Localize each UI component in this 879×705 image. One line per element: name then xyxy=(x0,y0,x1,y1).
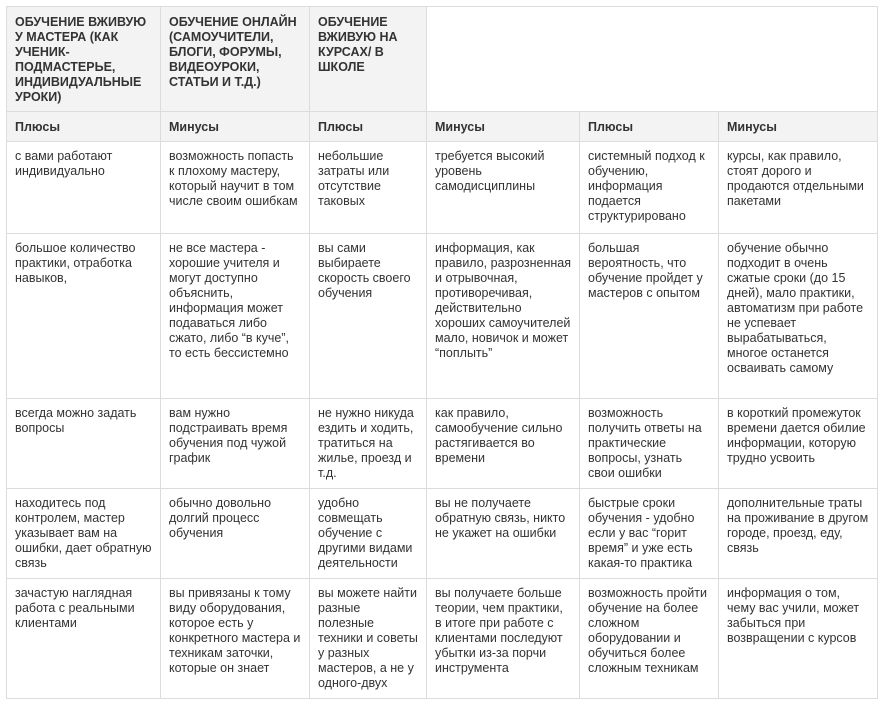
table-row xyxy=(7,142,878,234)
table-cell: дополнительные траты на проживание в другом городе, проезд, еду, связь xyxy=(719,489,878,579)
table-cell: большая вероятность, что обучение пройдет у мастеров с опытом xyxy=(580,234,719,399)
table-cell: вам нужно подстраивать время обучения под чужой график xyxy=(161,399,310,489)
table-cell: информация о том, чему вас учили, может забыться при возвращении с курсов xyxy=(719,579,878,699)
table-cell: находитесь под контролем, мастер указывает вам на ошибки, дает обратную связь xyxy=(7,489,161,579)
column-header-cons: Минусы xyxy=(427,112,580,142)
table-cell: в короткий промежуток времени дается обилие информации, которую трудно усвоить xyxy=(719,399,878,489)
table-cell: возможность пройти обучение на более сложном оборудовании и обучиться более сложным техникам xyxy=(580,579,719,699)
table-cell: вы не получаете обратную связь, никто не укажет на ошибки xyxy=(427,489,580,579)
table-cell: всегда можно задать вопросы xyxy=(7,399,161,489)
table-cell: небольшие затраты или отсутствие таковых xyxy=(310,142,427,234)
group-header-empty xyxy=(427,7,878,112)
table-cell: зачастую наглядная работа с реальными клиентами xyxy=(7,579,161,699)
table-row xyxy=(7,399,878,489)
comparison-table-container xyxy=(6,6,877,699)
table-cell: системный подход к обучению, информация подается структурировано xyxy=(580,142,719,234)
table-cell: требуется высокий уровень самодисциплины xyxy=(427,142,580,234)
column-header-pros: Плюсы xyxy=(310,112,427,142)
table-cell: не нужно никуда ездить и ходить, тратиться на жилье, проезд и т.д. xyxy=(310,399,427,489)
table-cell: с вами работают индивидуально xyxy=(7,142,161,234)
column-header-cons: Минусы xyxy=(719,112,878,142)
table-cell: обычно довольно долгий процесс обучения xyxy=(161,489,310,579)
table-cell: вы можете найти разные полезные техники и советы у разных мастеров, а не у одного-двух xyxy=(310,579,427,699)
table-cell: курсы, как правило, стоят дорого и продаются отдельными пакетами xyxy=(719,142,878,234)
table-cell: информация, как правило, разрозненная и отрывочная, противоречивая, действительно хороших самоучителей мало, новичок и может “поплыть” xyxy=(427,234,580,399)
table-row xyxy=(7,579,878,699)
table-cell: вы получаете больше теории, чем практики, в итоге при работе с клиентами последуют убытки из-за порчи инструмента xyxy=(427,579,580,699)
group-header-online: ОБУЧЕНИЕ ОНЛАЙН (САМОУЧИТЕЛИ, БЛОГИ, ФОРУМЫ, ВИДЕОУРОКИ, СТАТЬИ И Т.Д.) xyxy=(161,7,310,112)
table-cell: быстрые сроки обучения - удобно если у вас “горит время” и уже есть какая-то практика xyxy=(580,489,719,579)
comparison-table xyxy=(6,6,878,699)
table-cell: возможность получить ответы на практические вопросы, узнать свои ошибки xyxy=(580,399,719,489)
table-cell: как правило, самообучение сильно растягивается во времени xyxy=(427,399,580,489)
pros-cons-header-row xyxy=(7,112,878,142)
group-header-master: ОБУЧЕНИЕ ВЖИВУЮ У МАСТЕРА (КАК УЧЕНИК-ПОДМАСТЕРЬЕ, ИНДИВИДУАЛЬНЫЕ УРОКИ) xyxy=(7,7,161,112)
table-row xyxy=(7,234,878,399)
table-row xyxy=(7,489,878,579)
group-header-row xyxy=(7,7,878,112)
column-header-cons: Минусы xyxy=(161,112,310,142)
table-cell: вы сами выбираете скорость своего обучения xyxy=(310,234,427,399)
column-header-pros: Плюсы xyxy=(580,112,719,142)
column-header-pros: Плюсы xyxy=(7,112,161,142)
table-cell: большое количество практики, отработка навыков, xyxy=(7,234,161,399)
table-cell: не все мастера - хорошие учителя и могут доступно объяснить, информация может подаваться либо сжато, либо “в куче”, то есть бессистемно xyxy=(161,234,310,399)
group-header-courses: ОБУЧЕНИЕ ВЖИВУЮ НА КУРСАХ/ В ШКОЛЕ xyxy=(310,7,427,112)
table-cell: удобно совмещать обучение с другими видами деятельности xyxy=(310,489,427,579)
table-cell: возможность попасть к плохому мастеру, который научит в том числе своим ошибкам xyxy=(161,142,310,234)
table-cell: вы привязаны к тому виду оборудования, которое есть у конкретного мастера и техникам заточки, которые он знает xyxy=(161,579,310,699)
table-cell: обучение обычно подходит в очень сжатые сроки (до 15 дней), мало практики, автоматизм при работе не успевает вырабатываться, многое останется осваивать самому xyxy=(719,234,878,399)
